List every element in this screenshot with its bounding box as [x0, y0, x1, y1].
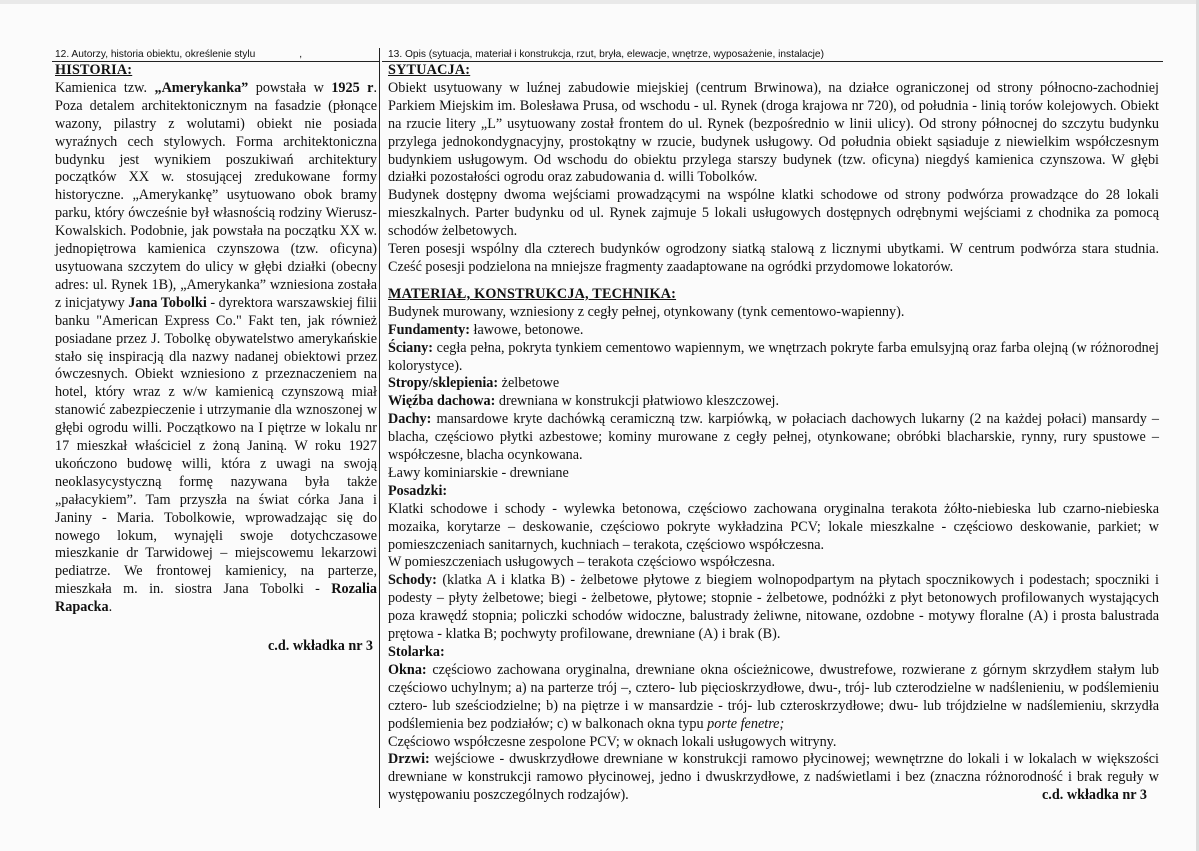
history-year-bold: 1925 r: [331, 79, 374, 96]
material-item: [388, 644, 1159, 662]
material-item: [388, 483, 1159, 501]
material-text-italic: porte fenetre;: [707, 715, 785, 732]
material-text: cegła pełna, pokryta tynkiem cementowo wapiennym, we wnętrzach pokryte farba emulsyjną oraz farba olejną (w różnorodnej kolorystyce).: [388, 339, 1159, 374]
history-text-bold: „Amerykanka”: [154, 79, 249, 96]
material-paragraph: Klatki schodowe i schody - wylewka betonowa, częściowo zachowana oryginalna terakota żółto-niebieska lub czarno-niebieska mozaika, korytarze – deskowanie, częściowo pokryte wykładzina PCV; lokale mieszkalne - częściowo deskowanie, parkiet; w pomieszczeniach sanitarnych, kuchniach – terakota, częściowo współczesna.: [388, 500, 1159, 553]
material-text: częściowo zachowana oryginalna, drewniane okna ościeżnicowe, dwustrefowe, rozwierane z górnym skrzydłem stałym lub częściowo uchylnym; a) na parterze trój –, cztero- lub pięcioskrzydłowe, dwu-, trój- lub czterodzielne w nadślenieniu, w podślemieniu cztero- lub sześciodzielne; b) na piętrze i w mansardzie - trój- lub czteroskrzydłowe; dwu- lub trójdzielne w nadślemieniu, skrzydła podślemienia bez podziałów; c) w balkonach okna typu: [388, 661, 1159, 732]
history-column: [52, 48, 380, 808]
material-item: [388, 751, 1159, 805]
sytuacja-paragraph: Teren posesji wspólny dla czterech budynków ogrodzony siatką stalową z licznymi ubytkami. W centrum podwórza stara studnia. Cześć posesji podzielona na mniejsze fragmenty zaadaptowane na ogródki przydomowe lokatorów.: [388, 241, 1159, 275]
material-label: Schody:: [388, 572, 437, 589]
material-text: ławowe, betonowe.: [469, 321, 584, 338]
material-label: Ściany:: [388, 339, 433, 356]
material-item: [388, 572, 1159, 644]
material-label: Fundamenty:: [388, 321, 470, 338]
material-label: Stolarka:: [388, 644, 445, 660]
material-item: [388, 340, 1159, 376]
header-tick-mark: ,: [299, 49, 303, 60]
material-label: Posadzki:: [388, 482, 448, 499]
history-text: - dyrektora warszawskiej filii banku "American Express Co." Fakt ten, jak również posiadane przez J. Tobolkę obywatelstwo amerykańskie stało się inspiracją dla nazwy nadanej obiektowi przez ówczesnych. Obiekt wzniesiono z przeznaczeniem na hotel, który wraz z w/w kamienicą czynszową miał stanowić zabezpieczenie i utrzymanie dla wznoszonej w głębi ogrodu willi. Początkowo na I piętrze w lokalu nr 17 mieszkał właściciel z żoną Janiną. W roku 1927 ukończono budowę willi, która z uwagi na swoją neoklasycystyczną formę nazywana była także „pałacykiem”. Tam przyszła na świat córka Jana i Janiny - Maria. Tobolkowie, wprowadzając się do nowego lokum, wynajęli swoje dotychczasowe mieszkanie dr Tarwidowej – miejscowemu lekarzowi pediatrze. We frontowej kamienicy, na parterze, mieszkała m. in. siostra Jana Tobolki -: [55, 294, 377, 598]
material-text: żelbetowe: [498, 375, 560, 392]
history-text: Kamienica tzw.: [55, 79, 155, 96]
material-paragraph: Ławy kominiarskie - drewniane: [388, 464, 569, 481]
history-text: .: [108, 599, 113, 616]
history-title: HISTORIA:: [55, 62, 133, 78]
history-column-header: [52, 48, 379, 62]
scan-edge-top: [0, 0, 1199, 4]
material-paragraph: Częściowo współczesne zespolone PCV; w oknach lokali usługowych witryny.: [388, 733, 837, 750]
history-header-label: 12. Autorzy, historia obiektu, określenie stylu: [55, 49, 256, 60]
material-item: [388, 322, 1159, 340]
sytuacja-paragraph: Obiekt usytuowany w luźnej zabudowie miejskiej (centrum Brwinowa), na działce ograniczonej od strony północno-zachodniej Parkiem Miejskim im. Bolesława Prusa, od wschodu - ul. Rynek (droga krajowa nr 720), od południa - linią torów kolejowych. Obiekt na rzucie litery „L” usytuowany został frontem do ul. Rynek (bezpośrednio w linii ulicy). Od strony północnej do szczytu budynku przylega jednokondygnacyjny, prostokątny w rzucie, budynek usługowy. Od południa obiekt sąsiaduje z niewielkim współczesnym budynkiem usługowym. Od wschodu do obiektu przylega starszy budynek (tzw. oficyna) niegdyś kamienica czynszowa. W głębi działki pozostałości ogrodu oraz zabudowania d. willi Tobolków.: [388, 79, 1159, 186]
material-title: MATERIAŁ, KONSTRUKCJA, TECHNIKA:: [388, 285, 677, 302]
material-label: Okna:: [388, 661, 427, 678]
sytuacja-paragraph: Budynek dostępny dwoma wejściami prowadzącymi na wspólne klatki schodowe od strony podwórza prowadzące do 28 lokali mieszkalnych. Parter budynku od ul. Rynek zajmuje 5 lokali usługowych dostępnych odrębnymi wejściami z chodnika za pomocą schodów żelbetowych.: [388, 187, 1159, 240]
history-person-bold: Jana Tobolki: [128, 294, 207, 311]
history-text: powstała w: [248, 79, 332, 96]
material-item: [388, 393, 1159, 411]
history-person-bold: Rozalia Rapacka: [55, 581, 377, 616]
material-text: wejściowe - dwuskrzydłowe drewniane w konstrukcji ramowo płycinowej; wewnętrzne do lokali i w lokalach w większości drewniane w konstrukcji ramowo płycinowej, jedno i dwuskrzydłowe, z nadświetlami i bez (znaczna różnorodność i brak reguły w występowaniu poszczególnych rodzajów).: [388, 751, 1159, 804]
material-label: Drzwi:: [388, 751, 430, 768]
description-column-header: 13. Opis (sytuacja, materiał i konstrukcja, rzut, bryła, elewacje, wnętrze, wyposażenie, instalacje): [382, 48, 1163, 62]
material-item: [388, 375, 1159, 393]
form-sheet: [52, 48, 1163, 808]
material-label: Dachy:: [388, 411, 432, 428]
material-paragraph: W pomieszczeniach usługowych – terakota częściowo współczesna.: [388, 554, 775, 571]
continued-note-left: c.d. wkładka nr 3: [268, 638, 373, 655]
sytuacja-title: SYTUACJA:: [388, 62, 471, 78]
material-label: Stropy/sklepienia:: [388, 375, 499, 392]
material-text: mansardowe kryte dachówką ceramiczną tzw. karpiówką, w połaciach dachowych lukarny (2 na każdej połaci) mansardy – blacha, częściowo płytki azbestowe; kominy murowane z cegły pełnej, otynkowane; obróbki blacharskie, rynny, rury spustowe – współczesne, blacha ocynkowana.: [388, 411, 1159, 464]
continued-note-right: c.d. wkładka nr 3: [1042, 787, 1147, 804]
material-text: (klatka A i klatka B) - żelbetowe płytowe z biegiem wolnopodpartym na płytach spocznikowych i podestach; spoczniki i podesty – płyty żelbetowe; biegi - żelbetowe, płytowe; stopnie - żelbetowe, podnóżki z płyt betonowych profilowanych wystających poza krawędź stopnia; policzki schodów widoczne, balustrady żeliwne, nitowane, ozdobne - motywy floralne (A) i prosta balustrada prętowa - klatka B; pochwyty profilowane, drewniane (A) i brak (B).: [388, 572, 1159, 643]
history-paragraph: [55, 80, 377, 617]
material-paragraph: Budynek murowany, wzniesiony z cegły pełnej, otynkowany (tynk cementowo-wapienny).: [388, 303, 905, 320]
material-text: drewniana w konstrukcji płatwiowo kleszczowej.: [495, 393, 779, 410]
description-column: [382, 48, 1163, 808]
material-item: [388, 411, 1159, 465]
material-item: [388, 662, 1159, 734]
material-label: Więźba dachowa:: [388, 393, 496, 410]
history-text: . Poza detalem architektonicznym na fasadzie (płonące wazony, pilastry z wolutami) obiekt nie posiada wyraźnych cech stylowych. Forma architektoniczna budynku jest wynikiem poszukiwań architektury początków XX w. stosującej zredukowane formy historyczne. „Amerykankę” usytuowano obok bramy parku, który ówcześnie był własnością rodziny Wierusz-Kowalskich. Podobnie, jak powstała na początku XX w. jednopiętrowa kamienica czynszowa (tzw. oficyna) usytuowana szczytem do ulicy w głębi działki (obecny adres: ul. Rynek 1B), „Amerykanka” wzniesiona została z inicjatywy: [55, 79, 377, 311]
